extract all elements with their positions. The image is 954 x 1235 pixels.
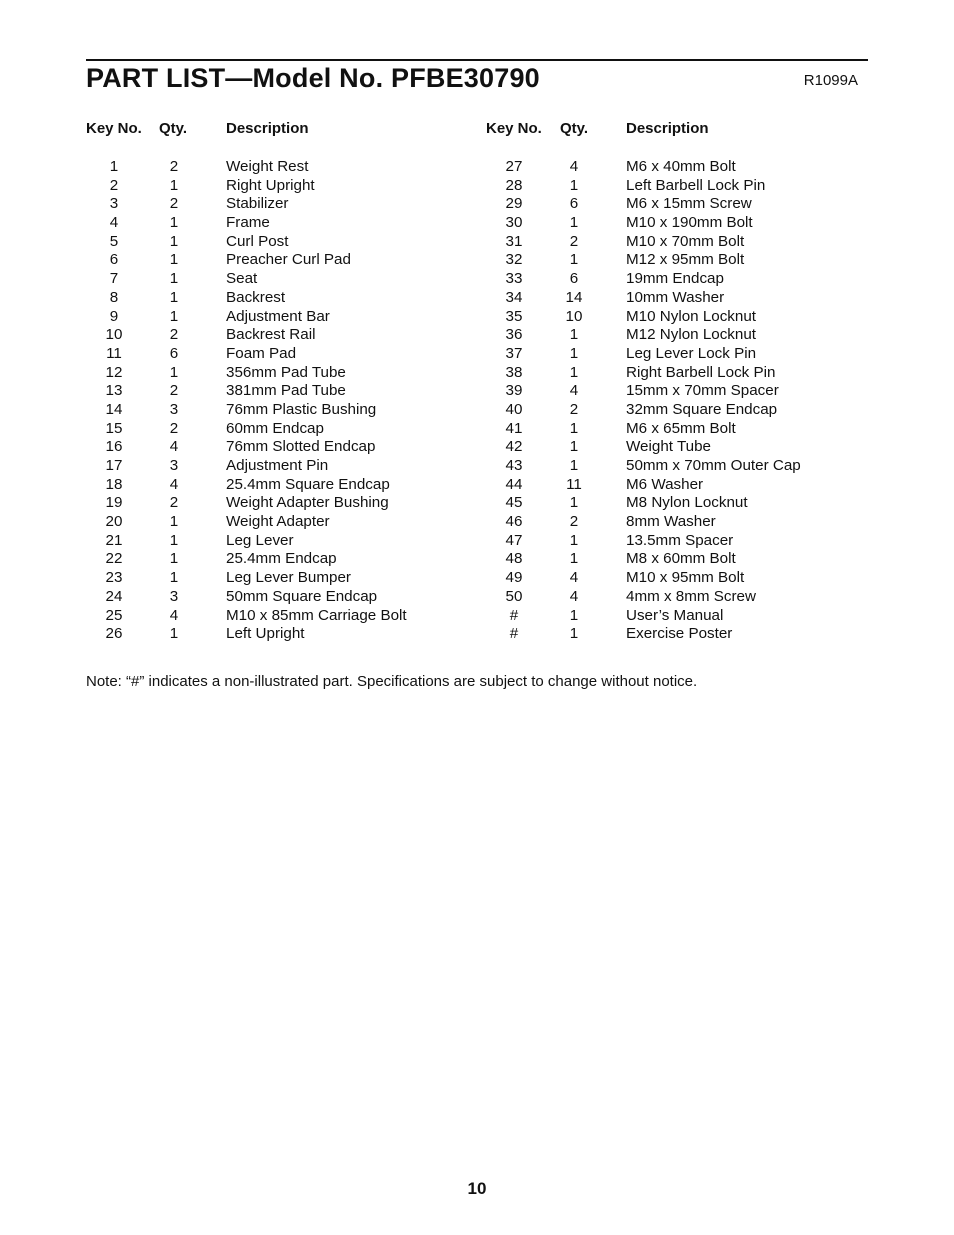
key-no-cell: 23 bbox=[105, 569, 123, 587]
footnote: Note: “#” indicates a non-illustrated part. Specifications are subject to change without notice. bbox=[86, 673, 698, 690]
key-no-cell: 8 bbox=[109, 288, 119, 306]
description-cell: 25.4mm Endcap bbox=[226, 550, 337, 568]
description-cell: M8 x 60mm Bolt bbox=[626, 550, 736, 568]
description-cell: 13.5mm Spacer bbox=[626, 531, 734, 549]
qty-cell: 1 bbox=[569, 363, 579, 381]
description-cell: Preacher Curl Pad bbox=[226, 251, 351, 269]
description-cell: Exercise Poster bbox=[626, 625, 733, 643]
key-no-cell: 33 bbox=[505, 270, 523, 288]
description-cell: M10 x 70mm Bolt bbox=[626, 232, 745, 250]
table-body bbox=[86, 158, 868, 644]
description-cell: Foam Pad bbox=[226, 344, 297, 362]
description-cell: 381mm Pad Tube bbox=[226, 382, 346, 400]
table-row bbox=[86, 289, 868, 308]
qty-cell: 3 bbox=[169, 400, 179, 418]
key-no-cell: 10 bbox=[105, 326, 123, 344]
key-no-cell: 1 bbox=[109, 158, 119, 175]
key-no-cell: 14 bbox=[105, 400, 123, 418]
qty-cell: 4 bbox=[169, 475, 179, 493]
table-row bbox=[86, 326, 868, 345]
page-number: 10 bbox=[467, 1179, 487, 1198]
qty-cell: 2 bbox=[169, 494, 179, 512]
qty-cell: 1 bbox=[169, 270, 179, 288]
key-no-cell: 28 bbox=[505, 176, 523, 194]
qty-header: Qty. bbox=[159, 120, 188, 137]
qty-cell: 3 bbox=[169, 587, 179, 605]
description-cell: 60mm Endcap bbox=[226, 419, 324, 437]
key-no-cell: 11 bbox=[106, 344, 122, 362]
table-row bbox=[86, 513, 868, 532]
description-cell: M10 Nylon Locknut bbox=[626, 307, 757, 325]
key-no-cell: 50 bbox=[505, 587, 523, 605]
table-row bbox=[86, 420, 868, 439]
table-row bbox=[86, 457, 868, 476]
qty-cell: 1 bbox=[169, 288, 179, 306]
key-no-cell: 3 bbox=[109, 195, 119, 213]
table-row bbox=[86, 588, 868, 607]
description-cell: 19mm Endcap bbox=[626, 270, 724, 288]
qty-cell: 4 bbox=[169, 606, 179, 624]
qty-cell: 1 bbox=[569, 326, 579, 344]
key-no-cell: 18 bbox=[105, 475, 123, 493]
qty-cell: 11 bbox=[566, 475, 582, 493]
qty-cell: 2 bbox=[169, 382, 179, 400]
key-no-cell: 21 bbox=[105, 531, 123, 549]
qty-cell: 14 bbox=[565, 288, 583, 306]
key-no-header: Key No. bbox=[86, 120, 142, 137]
key-no-cell: 45 bbox=[505, 494, 523, 512]
description-cell: M10 x 190mm Bolt bbox=[626, 214, 753, 232]
key-no-cell: 42 bbox=[505, 438, 523, 456]
key-no-cell: # bbox=[509, 606, 519, 624]
key-no-cell: 24 bbox=[105, 587, 123, 605]
description-cell: M8 Nylon Locknut bbox=[626, 494, 748, 512]
description-cell: Weight Adapter Bushing bbox=[226, 494, 389, 512]
table-row bbox=[86, 364, 868, 383]
key-no-cell: 25 bbox=[105, 606, 123, 624]
qty-cell: 2 bbox=[569, 513, 579, 531]
key-no-cell: 17 bbox=[105, 457, 123, 474]
key-no-cell: 26 bbox=[105, 625, 123, 643]
table-row bbox=[86, 569, 868, 588]
reference-code: R1099A bbox=[803, 72, 858, 89]
key-no-cell: 6 bbox=[109, 251, 119, 269]
table-row bbox=[86, 625, 868, 644]
qty-cell: 1 bbox=[169, 513, 179, 531]
key-no-cell: 27 bbox=[505, 158, 523, 175]
key-no-cell: 37 bbox=[505, 344, 523, 362]
description-cell: 15mm x 70mm Spacer bbox=[626, 382, 779, 400]
table-row bbox=[86, 195, 868, 214]
description-cell: Backrest bbox=[226, 288, 286, 306]
key-no-cell: 22 bbox=[105, 550, 123, 568]
qty-cell: 10 bbox=[565, 307, 583, 325]
qty-cell: 6 bbox=[169, 344, 179, 362]
table-row bbox=[86, 401, 868, 420]
qty-cell: 2 bbox=[169, 419, 179, 437]
description-cell: M6 x 65mm Bolt bbox=[626, 419, 736, 437]
description-cell: M6 x 40mm Bolt bbox=[626, 158, 736, 175]
key-no-cell: 44 bbox=[505, 475, 523, 493]
description-cell: Right Upright bbox=[226, 176, 315, 194]
description-cell: Leg Lever Lock Pin bbox=[626, 344, 757, 362]
description-cell: M10 x 95mm Bolt bbox=[626, 569, 745, 587]
description-cell: M12 x 95mm Bolt bbox=[626, 251, 745, 269]
description-cell: 10mm Washer bbox=[626, 288, 725, 306]
description-cell: Weight Tube bbox=[626, 438, 711, 456]
qty-cell: 1 bbox=[569, 457, 579, 474]
qty-cell: 1 bbox=[569, 419, 579, 437]
qty-cell: 1 bbox=[569, 550, 579, 568]
key-no-cell: 20 bbox=[105, 513, 123, 531]
qty-cell: 1 bbox=[569, 531, 579, 549]
table-row bbox=[86, 607, 868, 626]
qty-cell: 4 bbox=[169, 438, 179, 456]
description-cell: 8mm Washer bbox=[626, 513, 716, 531]
key-no-header: Key No. bbox=[486, 120, 542, 137]
qty-cell: 2 bbox=[169, 195, 179, 213]
description-cell: Leg Lever bbox=[226, 531, 294, 549]
key-no-cell: # bbox=[509, 625, 519, 643]
key-no-cell: 35 bbox=[505, 307, 523, 325]
key-no-cell: 46 bbox=[505, 513, 523, 531]
description-cell: Adjustment Bar bbox=[226, 307, 330, 325]
description-cell: M6 Washer bbox=[626, 475, 704, 493]
key-no-cell: 16 bbox=[105, 438, 123, 456]
qty-cell: 1 bbox=[169, 531, 179, 549]
key-no-cell: 13 bbox=[105, 382, 123, 400]
qty-cell: 1 bbox=[169, 307, 179, 325]
table-row bbox=[86, 438, 868, 457]
key-no-cell: 15 bbox=[105, 419, 123, 437]
key-no-cell: 36 bbox=[505, 326, 523, 344]
qty-cell: 3 bbox=[169, 457, 179, 474]
qty-cell: 2 bbox=[169, 326, 179, 344]
key-no-cell: 9 bbox=[109, 307, 119, 325]
qty-cell: 1 bbox=[169, 232, 179, 250]
description-cell: 356mm Pad Tube bbox=[226, 363, 346, 381]
key-no-cell: 34 bbox=[505, 288, 523, 306]
description-cell: 76mm Slotted Endcap bbox=[226, 438, 376, 456]
qty-cell: 1 bbox=[169, 569, 179, 587]
qty-cell: 1 bbox=[569, 625, 579, 643]
description-cell: Stabilizer bbox=[226, 195, 289, 213]
description-cell: M12 Nylon Locknut bbox=[626, 326, 757, 344]
description-cell: Weight Rest bbox=[226, 158, 309, 175]
qty-cell: 1 bbox=[569, 214, 579, 232]
table-row bbox=[86, 308, 868, 327]
qty-cell: 1 bbox=[169, 251, 179, 269]
qty-cell: 2 bbox=[169, 158, 179, 175]
table-row bbox=[86, 158, 868, 177]
qty-cell: 2 bbox=[569, 400, 579, 418]
qty-cell: 1 bbox=[569, 344, 579, 362]
qty-cell: 1 bbox=[169, 550, 179, 568]
qty-cell: 4 bbox=[569, 569, 579, 587]
key-no-cell: 39 bbox=[505, 382, 523, 400]
table-row bbox=[86, 494, 868, 513]
page-title: PART LIST—Model No. PFBE30790 bbox=[86, 63, 540, 93]
qty-cell: 1 bbox=[569, 176, 579, 194]
qty-cell: 1 bbox=[569, 606, 579, 624]
key-no-cell: 19 bbox=[105, 494, 123, 512]
qty-cell: 4 bbox=[569, 158, 579, 175]
qty-cell: 4 bbox=[569, 587, 579, 605]
qty-header: Qty. bbox=[560, 120, 589, 137]
description-cell: Right Barbell Lock Pin bbox=[626, 363, 776, 381]
key-no-cell: 32 bbox=[505, 251, 523, 269]
qty-cell: 1 bbox=[169, 625, 179, 643]
key-no-cell: 38 bbox=[505, 363, 523, 381]
key-no-cell: 31 bbox=[505, 232, 523, 250]
qty-cell: 1 bbox=[569, 438, 579, 456]
table-row bbox=[86, 532, 868, 551]
description-cell: M10 x 85mm Carriage Bolt bbox=[226, 606, 407, 624]
table-header bbox=[86, 120, 868, 140]
qty-cell: 6 bbox=[569, 270, 579, 288]
key-no-cell: 40 bbox=[505, 400, 523, 418]
description-cell: User’s Manual bbox=[626, 606, 724, 624]
key-no-cell: 30 bbox=[505, 214, 523, 232]
description-cell: Weight Adapter bbox=[226, 513, 330, 531]
table-row bbox=[86, 177, 868, 196]
description-header: Description bbox=[626, 120, 709, 137]
parts-table bbox=[86, 120, 868, 644]
qty-cell: 1 bbox=[169, 214, 179, 232]
description-cell: Adjustment Pin bbox=[226, 457, 329, 474]
key-no-cell: 5 bbox=[109, 232, 119, 250]
description-cell: Seat bbox=[226, 270, 258, 288]
table-row bbox=[86, 251, 868, 270]
description-cell: Curl Post bbox=[226, 232, 289, 250]
qty-cell: 1 bbox=[569, 251, 579, 269]
key-no-cell: 7 bbox=[109, 270, 119, 288]
description-cell: 50mm x 70mm Outer Cap bbox=[626, 457, 801, 474]
qty-cell: 4 bbox=[569, 382, 579, 400]
qty-cell: 1 bbox=[169, 363, 179, 381]
key-no-cell: 48 bbox=[505, 550, 523, 568]
description-cell: Frame bbox=[226, 214, 270, 232]
table-row bbox=[86, 382, 868, 401]
key-no-cell: 43 bbox=[505, 457, 523, 474]
table-row bbox=[86, 233, 868, 252]
table-row bbox=[86, 345, 868, 364]
table-row bbox=[86, 476, 868, 495]
table-row bbox=[86, 270, 868, 289]
description-cell: M6 x 15mm Screw bbox=[626, 195, 752, 213]
table-row bbox=[86, 214, 868, 233]
table-row bbox=[86, 550, 868, 569]
key-no-cell: 12 bbox=[105, 363, 123, 381]
description-cell: Backrest Rail bbox=[226, 326, 316, 344]
description-cell: 32mm Square Endcap bbox=[626, 400, 778, 418]
description-cell: 4mm x 8mm Screw bbox=[626, 587, 756, 605]
qty-cell: 6 bbox=[569, 195, 579, 213]
key-no-cell: 47 bbox=[505, 531, 523, 549]
description-cell: 76mm Plastic Bushing bbox=[226, 400, 377, 418]
description-cell: 25.4mm Square Endcap bbox=[226, 475, 390, 493]
description-cell: Left Barbell Lock Pin bbox=[626, 176, 766, 194]
qty-cell: 1 bbox=[569, 494, 579, 512]
key-no-cell: 4 bbox=[109, 214, 119, 232]
description-cell: 50mm Square Endcap bbox=[226, 587, 378, 605]
description-cell: Left Upright bbox=[226, 625, 305, 643]
description-cell: Leg Lever Bumper bbox=[226, 569, 351, 587]
description-header: Description bbox=[226, 120, 309, 137]
key-no-cell: 49 bbox=[505, 569, 523, 587]
qty-cell: 1 bbox=[169, 176, 179, 194]
qty-cell: 2 bbox=[569, 232, 579, 250]
key-no-cell: 29 bbox=[505, 195, 523, 213]
key-no-cell: 41 bbox=[505, 419, 523, 437]
key-no-cell: 2 bbox=[109, 176, 119, 194]
